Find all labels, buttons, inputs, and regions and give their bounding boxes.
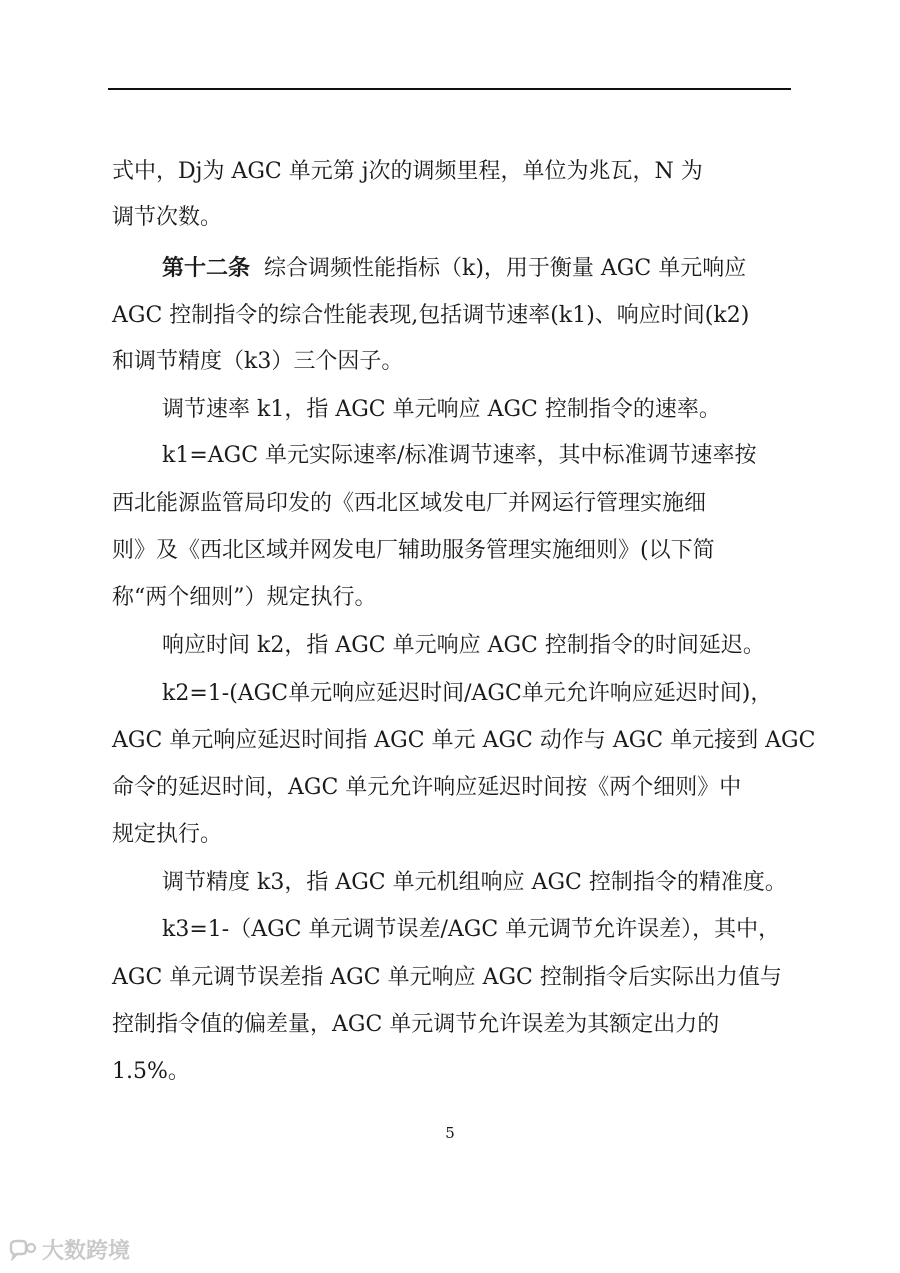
text-line: 式中，Dj为 AGC 单元第 j次的调频里程，单位为兆瓦，N 为 <box>112 159 703 184</box>
watermark-text: 大数跨境 <box>42 1239 131 1264</box>
text-line: AGC 单元响应延迟时间指 AGC 单元 AGC 动作与 AGC 单元接到 AGC <box>112 728 816 753</box>
text-line: k3=1-（AGC 单元调节误差/AGC 单元调节允许误差），其中， <box>162 917 781 942</box>
page-number: 5 <box>445 1124 455 1142</box>
logo-icon <box>8 1239 38 1261</box>
text-line: 调节精度 k3，指 AGC 单元机组响应 AGC 控制指令的精准度。 <box>162 870 787 895</box>
text-line: 称“两个细则”）规定执行。 <box>112 585 377 610</box>
text-line: 控制指令值的偏差量，AGC 单元调节允许误差为其额定出力的 <box>112 1012 720 1037</box>
header-rule <box>108 88 791 90</box>
text-line: 西北能源监管局印发的《西北区域发电厂并网运行管理实施细 <box>112 491 707 516</box>
article-heading: 第十二条 <box>162 255 251 281</box>
text-line: k1=AGC 单元实际速率/标准调节速率，其中标准调节速率按 <box>162 443 757 468</box>
text-line: 规定执行。 <box>112 822 223 847</box>
text-line: 则》及《西北区域并网发电厂辅助服务管理实施细则》(以下简 <box>112 538 715 563</box>
article-paragraph <box>162 248 792 289</box>
text-line: 综合调频性能指标（k)，用于衡量 AGC 单元响应 <box>264 256 747 281</box>
text-line: 命令的延迟时间，AGC 单元允许响应延迟时间按《两个细则》中 <box>112 775 742 800</box>
text-line: 响应时间 k2，指 AGC 单元响应 AGC 控制指令的时间延迟。 <box>162 633 765 658</box>
text-line: 和调节精度（k3）三个因子。 <box>112 349 404 374</box>
text-line: AGC 控制指令的综合性能表现,包括调节速率(k1)、响应时间(k2) <box>112 303 750 328</box>
text-line: AGC 单元调节误差指 AGC 单元响应 AGC 控制指令后实际出力值与 <box>112 965 782 990</box>
text-line: k2=1-(AGC单元响应延迟时间/AGC单元允许响应延迟时间)， <box>162 681 773 706</box>
text-line: 调节速率 k1，指 AGC 单元响应 AGC 控制指令的速率。 <box>162 397 721 422</box>
text-line: 调节次数。 <box>112 205 223 230</box>
text-line: 1.5%。 <box>112 1059 190 1084</box>
watermark <box>8 1234 130 1265</box>
